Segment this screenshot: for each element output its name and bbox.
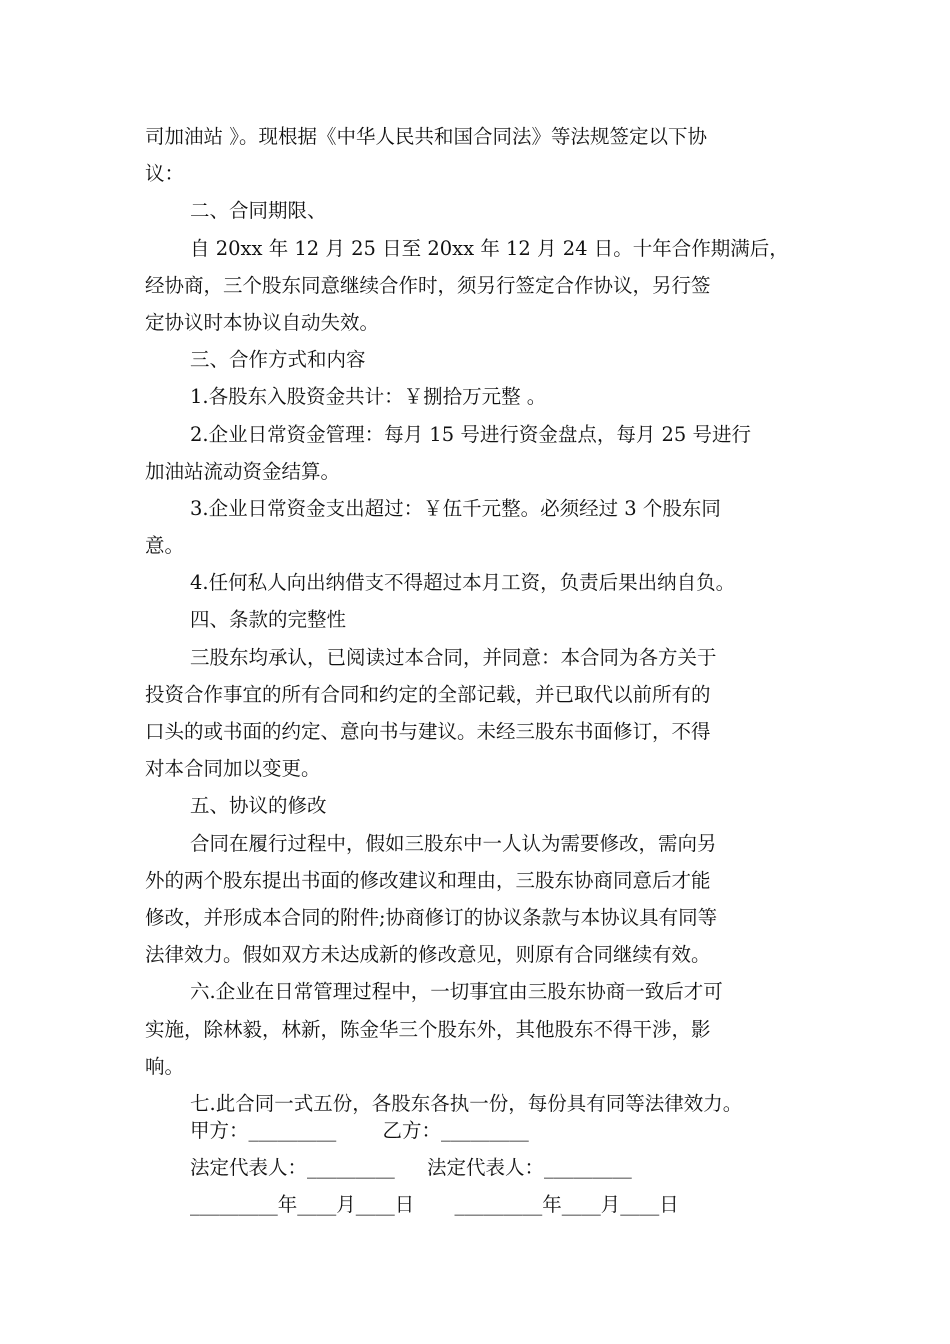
text-line: 议：	[145, 162, 185, 186]
text-line: 1.各股东入股资金共计：￥捌拾万元整 。	[190, 385, 547, 409]
contract-body-text	[145, 118, 810, 1122]
text-line: 四、条款的完整性	[190, 608, 347, 632]
text-line: 七.此合同一式五份，各股东各执一份，每份具有同等法律效力。	[190, 1091, 743, 1115]
signature-row-parties	[190, 1112, 529, 1149]
text-line: 实施，除林毅，林新，陈金华三个股东外，其他股东不得干涉，影	[145, 1017, 711, 1041]
text-line: 法律效力。假如双方未达成新的修改意见，则原有合同继续有效。	[145, 943, 711, 967]
text-line: 三、合作方式和内容	[190, 348, 366, 372]
signature-row-dates	[190, 1186, 679, 1223]
party-a-label: 甲方：_________	[190, 1119, 337, 1142]
date-a-label: _________年____月____日	[190, 1193, 415, 1216]
text-line: 六.企业在日常管理过程中，一切事宜由三股东协商一致后才可	[190, 980, 723, 1004]
text-line: 修改，并形成本合同的附件;协商修订的协议条款与本协议具有同等	[145, 905, 718, 929]
text-line: 4.任何私人向出纳借支不得超过本月工资，负责后果出纳自负。	[190, 571, 736, 595]
text-line: 五、协议的修改	[190, 794, 327, 818]
text-line: 经协商，三个股东同意继续合作时，须另行签定合作协议，另行签	[145, 273, 711, 297]
rep-a-label: 法定代表人：_________	[190, 1156, 395, 1179]
text-line: 意。	[145, 534, 185, 558]
text-line: 司加油站 》。现根据《中华人民共和国合同法》等法规签定以下协	[145, 125, 707, 148]
text-line: 投资合作事宜的所有合同和约定的全部记载，并已取代以前所有的	[145, 682, 711, 706]
text-line: 口头的或书面的约定、意向书与建议。未经三股东书面修订，不得	[145, 720, 711, 743]
date-b-label: _________年____月____日	[454, 1193, 679, 1216]
text-line: 二、合同期限、	[190, 199, 327, 223]
text-line: 3.企业日常资金支出超过：￥伍千元整。必须经过 3 个股东同	[190, 496, 721, 520]
text-line: 三股东均承认，已阅读过本合同，并同意：本合同为各方关于	[190, 645, 717, 669]
signature-row-representatives	[190, 1149, 632, 1186]
text-line: 对本合同加以变更。	[145, 757, 321, 781]
text-line: 2.企业日常资金管理：每月 15 号进行资金盘点，每月 25 号进行	[190, 422, 752, 446]
text-line: 定协议时本协议自动失效。	[145, 310, 380, 334]
party-b-label: 乙方：_________	[382, 1119, 529, 1142]
text-line: 加油站流动资金结算。	[145, 459, 341, 483]
text-line: 响。	[145, 1054, 185, 1078]
text-line: 自 20xx 年 12 月 25 日至 20xx 年 12 月 24 日。十年合作期满后，	[190, 236, 789, 260]
rep-b-label: 法定代表人：_________	[426, 1156, 632, 1179]
text-line: 合同在履行过程中，假如三股东中一人认为需要修改，需向另	[190, 831, 717, 855]
text-line: 外的两个股东提出书面的修改建议和理由，三股东协商同意后才能	[145, 868, 711, 892]
